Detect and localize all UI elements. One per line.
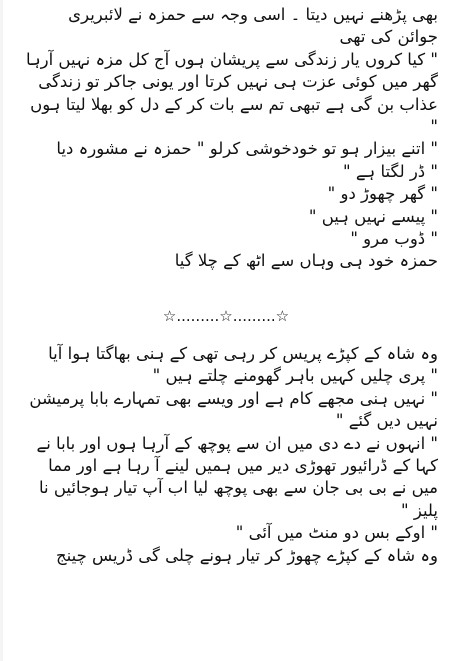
- text-line: نہیں دیں گئے ": [335, 411, 438, 431]
- text-line: عذاب بن گی ہے تبھی تم سے بات کر کے دل کو بھلا لیتا ہوں: [30, 94, 438, 114]
- text-line: " پری چلیں کہیں باہر گھومنے چلتے ہیں ": [152, 366, 438, 386]
- text-line: " ڈر لگتا ہے ": [343, 161, 438, 181]
- text-line: حمزہ خود ہی وہاں سے اٹھ کے چلا گیا: [174, 251, 438, 271]
- text-line: کہا کے ڈرائیور تھوڑی دیر میں ہمیں لینے آ رہا ہے اور مما: [48, 456, 438, 476]
- text-line: میں نے بی بی جان سے بھی پوچھ لیا اب آپ تیار ہوجائیں نا: [38, 478, 438, 498]
- story-section-top: [14, 4, 438, 273]
- text-line: " پیسے نہیں ہیں ": [308, 206, 438, 226]
- story-section-bottom: [14, 343, 438, 567]
- text-line: " گھر چھوڑ دو ": [327, 184, 438, 204]
- text-line: پلیز ": [401, 500, 438, 520]
- text-line: " انہوں نے دے دی میں ان سے پوچھ کے آرہا ہوں اور بابا نے: [36, 433, 438, 453]
- spacer: [14, 273, 438, 295]
- text-line: گھر میں کوئی عزت ہی نہیں کرتا اور یونی جاکر تو زندگی: [38, 72, 438, 92]
- text-line: جوائن کی تھی: [339, 27, 438, 47]
- text-line: وہ شاہ کے کپڑے پریس کر رہی تھی کے ہنی بھاگتا ہوا آیا: [48, 344, 438, 364]
- text-line: " کیا کروں یار زندگی سے پریشان ہوں آج کل مزہ نہیں آرہا: [25, 49, 438, 69]
- text-line: " ڈوب مرو ": [350, 228, 438, 248]
- text-line: وہ شاہ کے کپڑے چھوڑ کر تیار ہونے چلی گی ڈریس چینج: [55, 545, 438, 565]
- text-line: بھی پڑھنے نہیں دیتا ۔ اسی وجہ سے حمزہ نے لائبریری: [68, 5, 438, 24]
- text-line: " اتنے بیزار ہو تو خودخوشی کرلو " حمزہ نے مشورہ دیا: [56, 139, 438, 159]
- scene-divider: ☆.........☆.........☆: [162, 307, 290, 326]
- text-line: " اوکے بس دو منٹ میں آئی ": [235, 523, 438, 543]
- text-line: " نہیں ہنی مجھے کام ہے اور ویسے بھی تمہارے بابا پرمیشن: [29, 388, 438, 408]
- text-line: ": [430, 116, 438, 136]
